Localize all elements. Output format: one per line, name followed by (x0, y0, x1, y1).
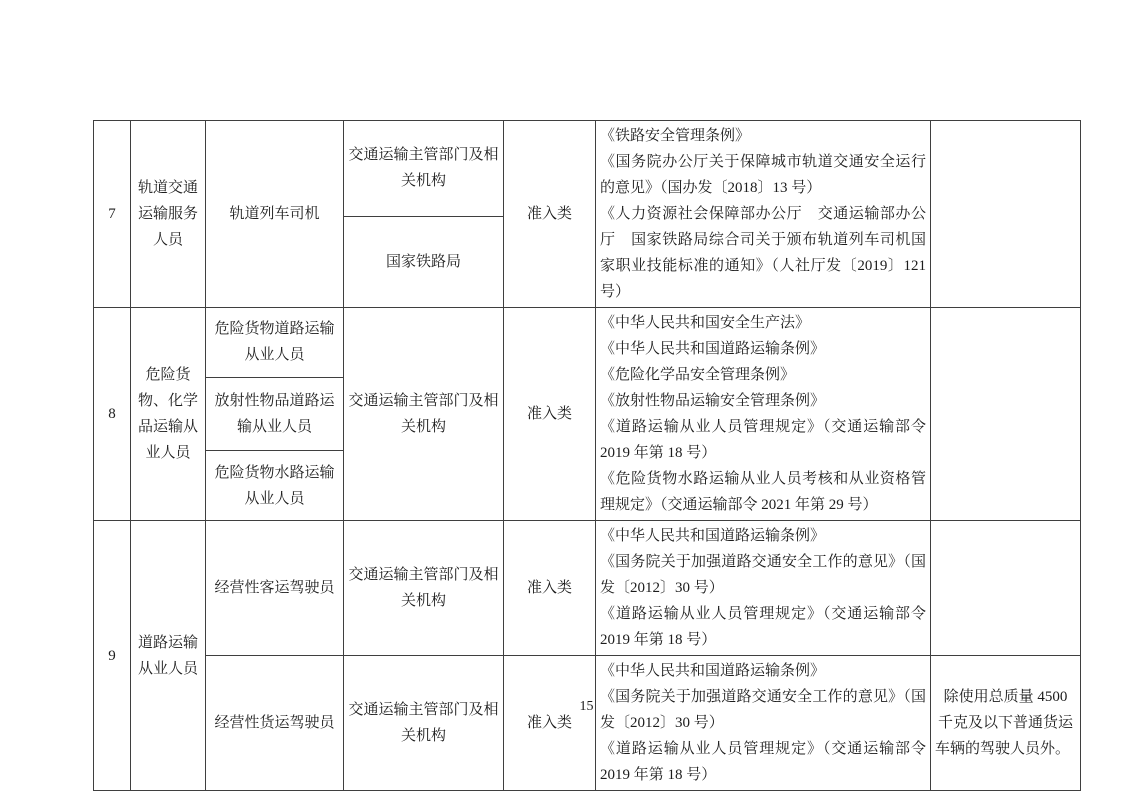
authority-cell: 交通运输主管部门及相关机构 (344, 121, 504, 217)
legal-basis-cell (596, 521, 931, 656)
authority-cell: 交通运输主管部门及相关机构 (344, 308, 504, 521)
authority-cell: 交通运输主管部门及相关机构 (344, 521, 504, 656)
sub-item-cell: 轨道列车司机 (206, 121, 344, 308)
admission-type-cell: 准入类 (504, 656, 596, 791)
admission-type-cell: 准入类 (504, 308, 596, 521)
legal-basis-item: 《国务院办公厅关于保障城市轨道交通安全运行的意见》（国办发〔2018〕13 号） (600, 154, 926, 196)
legal-basis-cell (596, 656, 931, 791)
legal-basis-item: 《铁路安全管理条例》 (600, 128, 751, 144)
legal-basis-item: 《中华人民共和国道路运输条例》 (600, 663, 826, 679)
note-cell (931, 121, 1081, 308)
legal-basis-item: 《人力资源社会保障部办公厅 交通运输部办公厅 国家铁路局综合司关于颁布轨道列车司机国家职业技能标准的通知》（人社厅发〔2019〕121 号） (600, 206, 926, 300)
legal-basis-item: 《道路运输从业人员管理规定》（交通运输部令 2019 年第 18 号） (600, 606, 926, 648)
table-row-7a (94, 121, 1081, 217)
page-number: 15 (579, 699, 594, 714)
sub-item-cell: 危险货物道路运输从业人员 (206, 308, 344, 378)
qualification-table (93, 120, 1081, 791)
legal-basis-item: 《道路运输从业人员管理规定》（交通运输部令 2019 年第 18 号） (600, 741, 926, 783)
sub-item-cell: 经营性客运驾驶员 (206, 521, 344, 656)
legal-basis-cell (596, 121, 931, 308)
admission-type-cell: 准入类 (504, 121, 596, 308)
category-cell: 道路运输从业人员 (131, 521, 206, 791)
legal-basis-item: 《中华人民共和国道路运输条例》 (600, 341, 826, 357)
sub-item-cell: 放射性物品道路运输从业人员 (206, 377, 344, 450)
table-row-8a (94, 308, 1081, 378)
legal-basis-item: 《道路运输从业人员管理规定》（交通运输部令 2019 年第 18 号） (600, 419, 926, 461)
note-cell: 除使用总质量 4500 千克及以下普通货运车辆的驾驶人员外。 (931, 656, 1081, 791)
row-number-cell: 9 (94, 521, 131, 791)
legal-basis-item: 《危险化学品安全管理条例》 (600, 367, 796, 383)
table-row-9b (94, 656, 1081, 791)
legal-basis-item: 《中华人民共和国道路运输条例》 (600, 528, 826, 544)
row-number-cell: 7 (94, 121, 131, 308)
legal-basis-cell (596, 308, 931, 521)
row-number-cell: 8 (94, 308, 131, 521)
sub-item-cell: 危险货物水路运输从业人员 (206, 451, 344, 521)
legal-basis-item: 《中华人民共和国安全生产法》 (600, 315, 811, 331)
sub-item-cell: 经营性货运驾驶员 (206, 656, 344, 791)
legal-basis-item: 《国务院关于加强道路交通安全工作的意见》（国发〔2012〕30 号） (600, 689, 926, 731)
note-cell (931, 521, 1081, 656)
category-cell: 危险货物、化学品运输从业人员 (131, 308, 206, 521)
note-cell (931, 308, 1081, 521)
category-cell: 轨道交通运输服务人员 (131, 121, 206, 308)
legal-basis-item: 《国务院关于加强道路交通安全工作的意见》（国发〔2012〕30 号） (600, 554, 926, 596)
table-row-9a (94, 521, 1081, 656)
admission-type-cell: 准入类 (504, 521, 596, 656)
authority-cell: 国家铁路局 (344, 216, 504, 307)
authority-cell: 交通运输主管部门及相关机构 (344, 656, 504, 791)
legal-basis-item: 《放射性物品运输安全管理条例》 (600, 393, 826, 409)
legal-basis-item: 《危险货物水路运输从业人员考核和从业资格管理规定》（交通运输部令 2021 年第 29 号） (600, 471, 926, 513)
